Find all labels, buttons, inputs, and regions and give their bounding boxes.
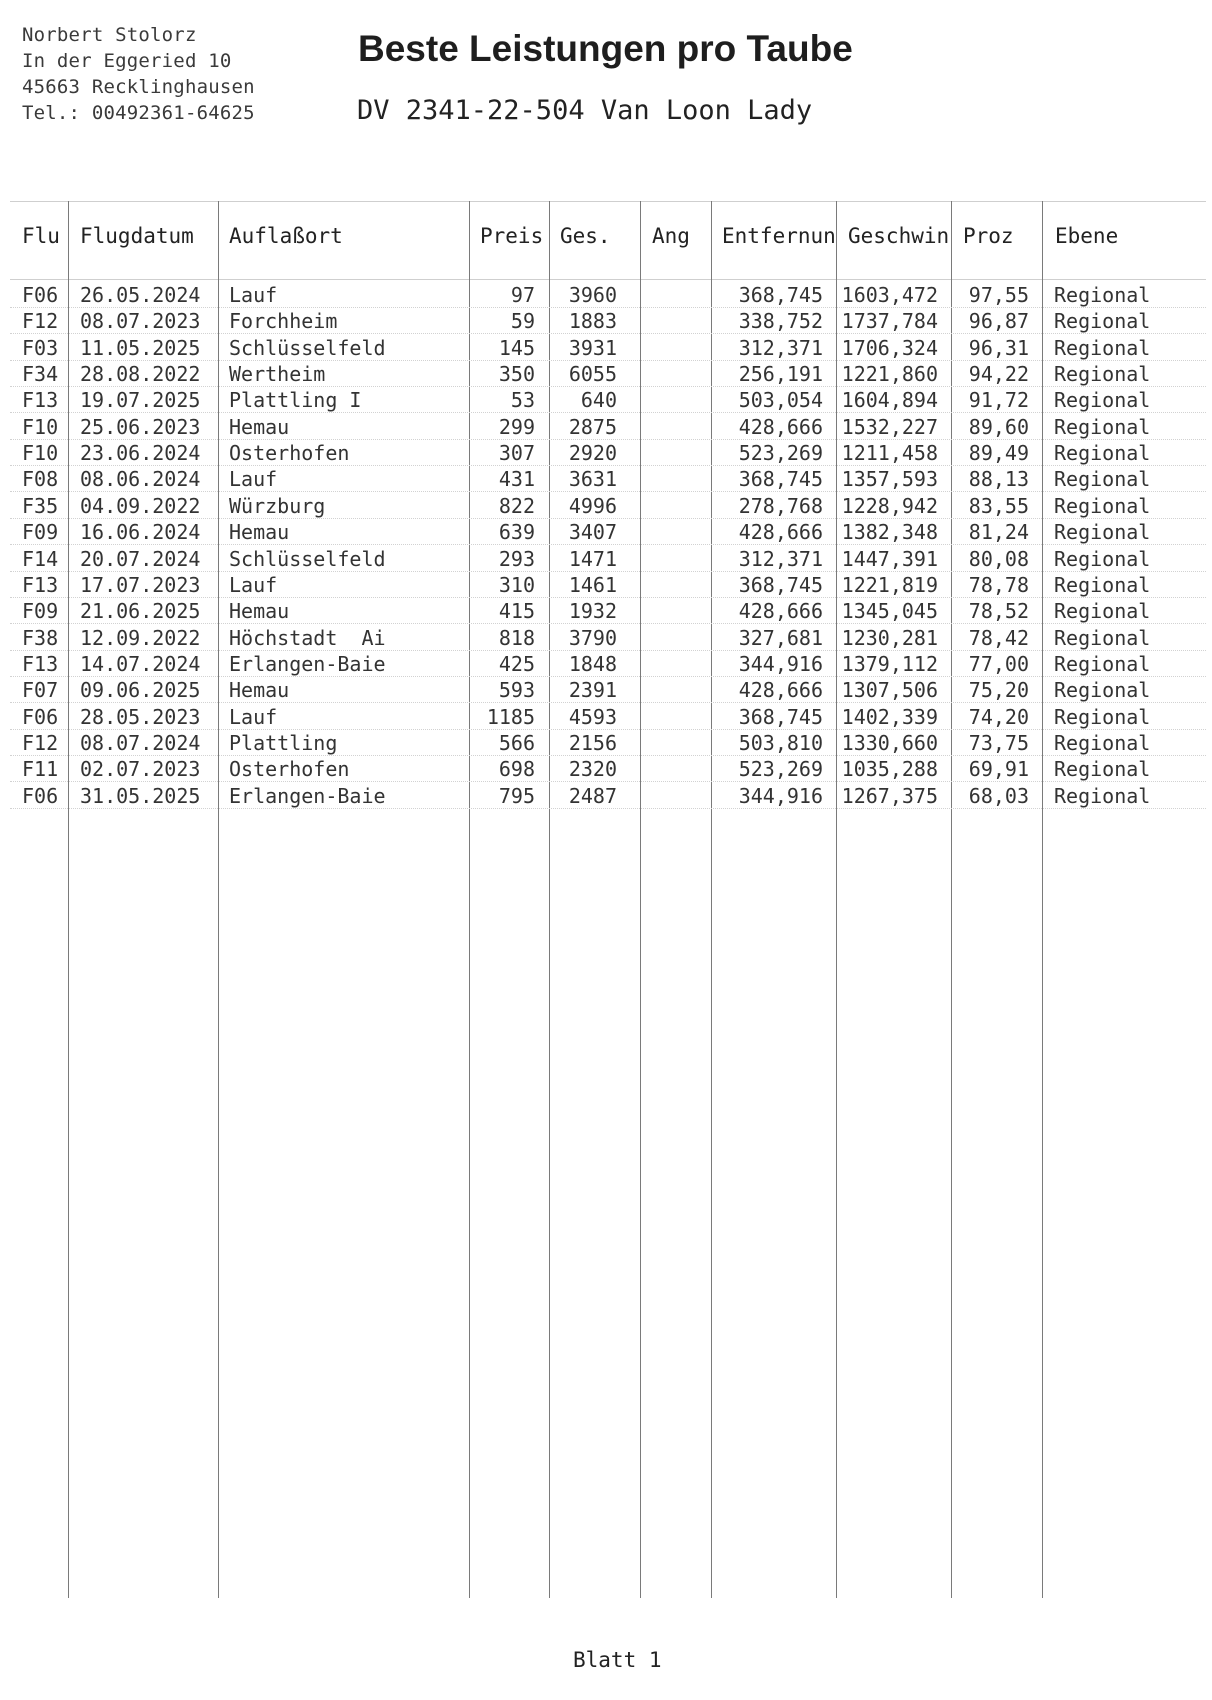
- cell-preis: 299: [498, 414, 535, 439]
- pigeon-id: DV 2341-22-504 Van Loon Lady: [357, 95, 813, 126]
- cell-geschwin: 1737,784: [841, 309, 938, 334]
- cell-ges: 2920: [568, 441, 617, 466]
- table-row: [0, 440, 1212, 467]
- cell-preis: 53: [510, 388, 535, 413]
- cell-flugdatum: 12.09.2022: [80, 625, 201, 650]
- cell-ebene: Regional: [1054, 572, 1151, 597]
- cell-ebene: Regional: [1054, 651, 1151, 676]
- cell-ebene: Regional: [1054, 467, 1151, 492]
- cell-ges: 2487: [568, 783, 617, 808]
- cell-proz: 83,55: [968, 493, 1029, 518]
- cell-ebene: Regional: [1054, 283, 1151, 307]
- header-ges: Ges.: [560, 224, 611, 248]
- cell-flu: F03: [22, 335, 59, 360]
- table-row: [0, 282, 1212, 309]
- cell-auflassort: Lauf: [229, 572, 278, 597]
- cell-proz: 78,52: [968, 599, 1029, 624]
- page-title: Beste Leistungen pro Taube: [358, 28, 853, 69]
- cell-ges: 6055: [568, 362, 617, 387]
- table-row: [0, 414, 1212, 441]
- cell-geschwin: 1267,375: [841, 783, 938, 808]
- cell-entfernung: 368,745: [738, 467, 823, 492]
- cell-flugdatum: 28.08.2022: [80, 362, 201, 387]
- cell-auflassort: Lauf: [229, 704, 278, 729]
- table-row: [0, 546, 1212, 573]
- cell-entfernung: 312,371: [738, 335, 823, 360]
- cell-ges: 1461: [568, 572, 617, 597]
- cell-flu: F06: [22, 783, 59, 808]
- cell-ges: 4996: [568, 493, 617, 518]
- cell-ges: 3960: [568, 283, 617, 307]
- cell-proz: 74,20: [968, 704, 1029, 729]
- cell-ebene: Regional: [1054, 335, 1151, 360]
- cell-flu: F12: [22, 730, 59, 755]
- cell-flu: F10: [22, 441, 59, 466]
- cell-entfernung: 344,916: [738, 651, 823, 676]
- cell-entfernung: 368,745: [738, 283, 823, 307]
- cell-geschwin: 1447,391: [841, 546, 938, 571]
- table-row: [0, 493, 1212, 520]
- cell-auflassort: Hemau: [229, 599, 290, 624]
- cell-preis: 698: [498, 757, 535, 782]
- cell-preis: 818: [498, 625, 535, 650]
- cell-ebene: Regional: [1054, 441, 1151, 466]
- cell-ebene: Regional: [1054, 388, 1151, 413]
- cell-flu: F10: [22, 414, 59, 439]
- cell-entfernung: 523,269: [738, 441, 823, 466]
- header-ang: Ang: [652, 224, 690, 248]
- cell-entfernung: 256,191: [738, 362, 823, 387]
- cell-flu: F35: [22, 493, 59, 518]
- cell-preis: 795: [498, 783, 535, 808]
- cell-proz: 81,24: [968, 520, 1029, 545]
- cell-preis: 97: [510, 283, 535, 307]
- cell-flugdatum: 23.06.2024: [80, 441, 201, 466]
- cell-ges: 3631: [568, 467, 617, 492]
- cell-geschwin: 1382,348: [841, 520, 938, 545]
- cell-flu: F06: [22, 283, 59, 307]
- cell-ges: 3790: [568, 625, 617, 650]
- table-row: [0, 387, 1212, 414]
- cell-ges: 2875: [568, 414, 617, 439]
- cell-ebene: Regional: [1054, 678, 1151, 703]
- cell-flugdatum: 08.06.2024: [80, 467, 201, 492]
- cell-preis: 59: [510, 309, 535, 334]
- cell-ebene: Regional: [1054, 546, 1151, 571]
- cell-geschwin: 1211,458: [841, 441, 938, 466]
- cell-proz: 78,78: [968, 572, 1029, 597]
- header-geschwindigkeit: Geschwin: [848, 224, 950, 248]
- cell-proz: 73,75: [968, 730, 1029, 755]
- cell-auflassort: Schlüsselfeld: [229, 335, 386, 360]
- cell-ges: 2156: [568, 730, 617, 755]
- cell-auflassort: Plattling: [229, 730, 338, 755]
- cell-geschwin: 1228,942: [841, 493, 938, 518]
- header-preis: Preis: [480, 224, 544, 248]
- table-row: [0, 730, 1212, 757]
- cell-preis: 822: [498, 493, 535, 518]
- page-number: Blatt 1: [573, 1648, 662, 1672]
- cell-proz: 75,20: [968, 678, 1029, 703]
- cell-ebene: Regional: [1054, 730, 1151, 755]
- header-ebene: Ebene: [1055, 224, 1119, 248]
- cell-flu: F09: [22, 599, 59, 624]
- cell-preis: 639: [498, 520, 535, 545]
- table-row: [0, 308, 1212, 335]
- cell-auflassort: Forchheim: [229, 309, 338, 334]
- cell-flugdatum: 11.05.2025: [80, 335, 201, 360]
- cell-flu: F08: [22, 467, 59, 492]
- cell-proz: 94,22: [968, 362, 1029, 387]
- cell-geschwin: 1221,860: [841, 362, 938, 387]
- cell-entfernung: 344,916: [738, 783, 823, 808]
- cell-preis: 350: [498, 362, 535, 387]
- table-row: [0, 519, 1212, 546]
- cell-ges: 3407: [568, 520, 617, 545]
- cell-ebene: Regional: [1054, 783, 1151, 808]
- cell-flugdatum: 02.07.2023: [80, 757, 201, 782]
- cell-flugdatum: 08.07.2023: [80, 309, 201, 334]
- cell-auflassort: Lauf: [229, 283, 278, 307]
- sender-name: Norbert Stolorz: [22, 24, 197, 46]
- table-row: [0, 598, 1212, 625]
- sender-street: In der Eggeried 10: [22, 50, 232, 72]
- cell-auflassort: Erlangen-Baie: [229, 651, 386, 676]
- cell-geschwin: 1230,281: [841, 625, 938, 650]
- cell-auflassort: Wertheim: [229, 362, 326, 387]
- cell-flugdatum: 20.07.2024: [80, 546, 201, 571]
- cell-ges: 3931: [568, 335, 617, 360]
- cell-ebene: Regional: [1054, 625, 1151, 650]
- cell-ebene: Regional: [1054, 309, 1151, 334]
- cell-geschwin: 1307,506: [841, 678, 938, 703]
- cell-entfernung: 428,666: [738, 520, 823, 545]
- cell-preis: 310: [498, 572, 535, 597]
- header-entfernung: Entfernun: [722, 224, 836, 248]
- cell-geschwin: 1357,593: [841, 467, 938, 492]
- cell-entfernung: 428,666: [738, 599, 823, 624]
- row-separator: [10, 808, 1206, 809]
- header-flugdatum: Flugdatum: [80, 224, 194, 248]
- cell-auflassort: Plattling I: [229, 388, 362, 413]
- cell-entfernung: 312,371: [738, 546, 823, 571]
- cell-proz: 89,60: [968, 414, 1029, 439]
- header-auflassort: Auflaßort: [229, 224, 343, 248]
- cell-flugdatum: 19.07.2025: [80, 388, 201, 413]
- cell-entfernung: 428,666: [738, 678, 823, 703]
- cell-geschwin: 1345,045: [841, 599, 938, 624]
- cell-entfernung: 428,666: [738, 414, 823, 439]
- table-row: [0, 756, 1212, 783]
- cell-ges: 1932: [568, 599, 617, 624]
- cell-geschwin: 1402,339: [841, 704, 938, 729]
- cell-proz: 77,00: [968, 651, 1029, 676]
- cell-flugdatum: 09.06.2025: [80, 678, 201, 703]
- cell-flu: F34: [22, 362, 59, 387]
- cell-proz: 69,91: [968, 757, 1029, 782]
- cell-auflassort: Lauf: [229, 467, 278, 492]
- table-row: [0, 677, 1212, 704]
- cell-preis: 1185: [486, 704, 535, 729]
- cell-ges: 4593: [568, 704, 617, 729]
- cell-proz: 88,13: [968, 467, 1029, 492]
- table-row: [0, 572, 1212, 599]
- cell-proz: 96,87: [968, 309, 1029, 334]
- cell-flugdatum: 04.09.2022: [80, 493, 201, 518]
- cell-auflassort: Schlüsselfeld: [229, 546, 386, 571]
- cell-preis: 307: [498, 441, 535, 466]
- cell-entfernung: 503,810: [738, 730, 823, 755]
- table-row: [0, 704, 1212, 731]
- cell-flu: F07: [22, 678, 59, 703]
- cell-flu: F38: [22, 625, 59, 650]
- cell-entfernung: 368,745: [738, 704, 823, 729]
- cell-proz: 97,55: [968, 283, 1029, 307]
- cell-ges: 640: [580, 388, 617, 413]
- cell-ges: 1883: [568, 309, 617, 334]
- cell-auflassort: Erlangen-Baie: [229, 783, 386, 808]
- cell-entfernung: 368,745: [738, 572, 823, 597]
- cell-ebene: Regional: [1054, 757, 1151, 782]
- table-row: [0, 466, 1212, 493]
- table-row: [0, 783, 1212, 810]
- cell-auflassort: Würzburg: [229, 493, 326, 518]
- cell-geschwin: 1221,819: [841, 572, 938, 597]
- cell-preis: 431: [498, 467, 535, 492]
- cell-ges: 1848: [568, 651, 617, 676]
- cell-auflassort: Hemau: [229, 414, 290, 439]
- cell-flu: F11: [22, 757, 59, 782]
- cell-proz: 68,03: [968, 783, 1029, 808]
- cell-preis: 566: [498, 730, 535, 755]
- cell-flugdatum: 21.06.2025: [80, 599, 201, 624]
- cell-auflassort: Hemau: [229, 520, 290, 545]
- cell-geschwin: 1603,472: [841, 283, 938, 307]
- cell-geschwin: 1604,894: [841, 388, 938, 413]
- cell-geschwin: 1330,660: [841, 730, 938, 755]
- cell-flugdatum: 08.07.2024: [80, 730, 201, 755]
- cell-preis: 415: [498, 599, 535, 624]
- sender-phone: Tel.: 00492361-64625: [22, 102, 255, 124]
- cell-flu: F12: [22, 309, 59, 334]
- table-row: [0, 625, 1212, 652]
- table-row: [0, 651, 1212, 678]
- cell-flu: F14: [22, 546, 59, 571]
- cell-geschwin: 1706,324: [841, 335, 938, 360]
- table-row: [0, 335, 1212, 362]
- cell-auflassort: Osterhofen: [229, 757, 350, 782]
- cell-entfernung: 278,768: [738, 493, 823, 518]
- header-proz: Proz: [963, 224, 1014, 248]
- cell-flugdatum: 28.05.2023: [80, 704, 201, 729]
- cell-geschwin: 1532,227: [841, 414, 938, 439]
- cell-flugdatum: 16.06.2024: [80, 520, 201, 545]
- cell-flugdatum: 31.05.2025: [80, 783, 201, 808]
- cell-preis: 293: [498, 546, 535, 571]
- cell-entfernung: 338,752: [738, 309, 823, 334]
- cell-flugdatum: 14.07.2024: [80, 651, 201, 676]
- cell-geschwin: 1379,112: [841, 651, 938, 676]
- cell-ebene: Regional: [1054, 362, 1151, 387]
- cell-auflassort: Höchstadt Ai: [229, 625, 386, 650]
- cell-ges: 2320: [568, 757, 617, 782]
- cell-proz: 80,08: [968, 546, 1029, 571]
- cell-ges: 1471: [568, 546, 617, 571]
- cell-ges: 2391: [568, 678, 617, 703]
- sender-address: [22, 22, 255, 126]
- cell-geschwin: 1035,288: [841, 757, 938, 782]
- cell-ebene: Regional: [1054, 414, 1151, 439]
- cell-auflassort: Hemau: [229, 678, 290, 703]
- cell-flugdatum: 25.06.2023: [80, 414, 201, 439]
- cell-preis: 593: [498, 678, 535, 703]
- cell-ebene: Regional: [1054, 520, 1151, 545]
- table-top-border: [10, 201, 1206, 202]
- cell-flu: F06: [22, 704, 59, 729]
- cell-entfernung: 503,054: [738, 388, 823, 413]
- header-separator: [10, 279, 1206, 280]
- cell-preis: 425: [498, 651, 535, 676]
- cell-auflassort: Osterhofen: [229, 441, 350, 466]
- cell-ebene: Regional: [1054, 599, 1151, 624]
- cell-proz: 89,49: [968, 441, 1029, 466]
- cell-flu: F13: [22, 572, 59, 597]
- table-row: [0, 361, 1212, 388]
- cell-ebene: Regional: [1054, 704, 1151, 729]
- cell-proz: 78,42: [968, 625, 1029, 650]
- cell-entfernung: 523,269: [738, 757, 823, 782]
- sender-city: 45663 Recklinghausen: [22, 76, 255, 98]
- cell-entfernung: 327,681: [738, 625, 823, 650]
- cell-preis: 145: [498, 335, 535, 360]
- cell-ebene: Regional: [1054, 493, 1151, 518]
- cell-flugdatum: 17.07.2023: [80, 572, 201, 597]
- cell-flu: F09: [22, 520, 59, 545]
- cell-flu: F13: [22, 651, 59, 676]
- cell-flu: F13: [22, 388, 59, 413]
- cell-proz: 91,72: [968, 388, 1029, 413]
- header-flu: Flu: [22, 224, 60, 248]
- cell-flugdatum: 26.05.2024: [80, 283, 201, 307]
- cell-proz: 96,31: [968, 335, 1029, 360]
